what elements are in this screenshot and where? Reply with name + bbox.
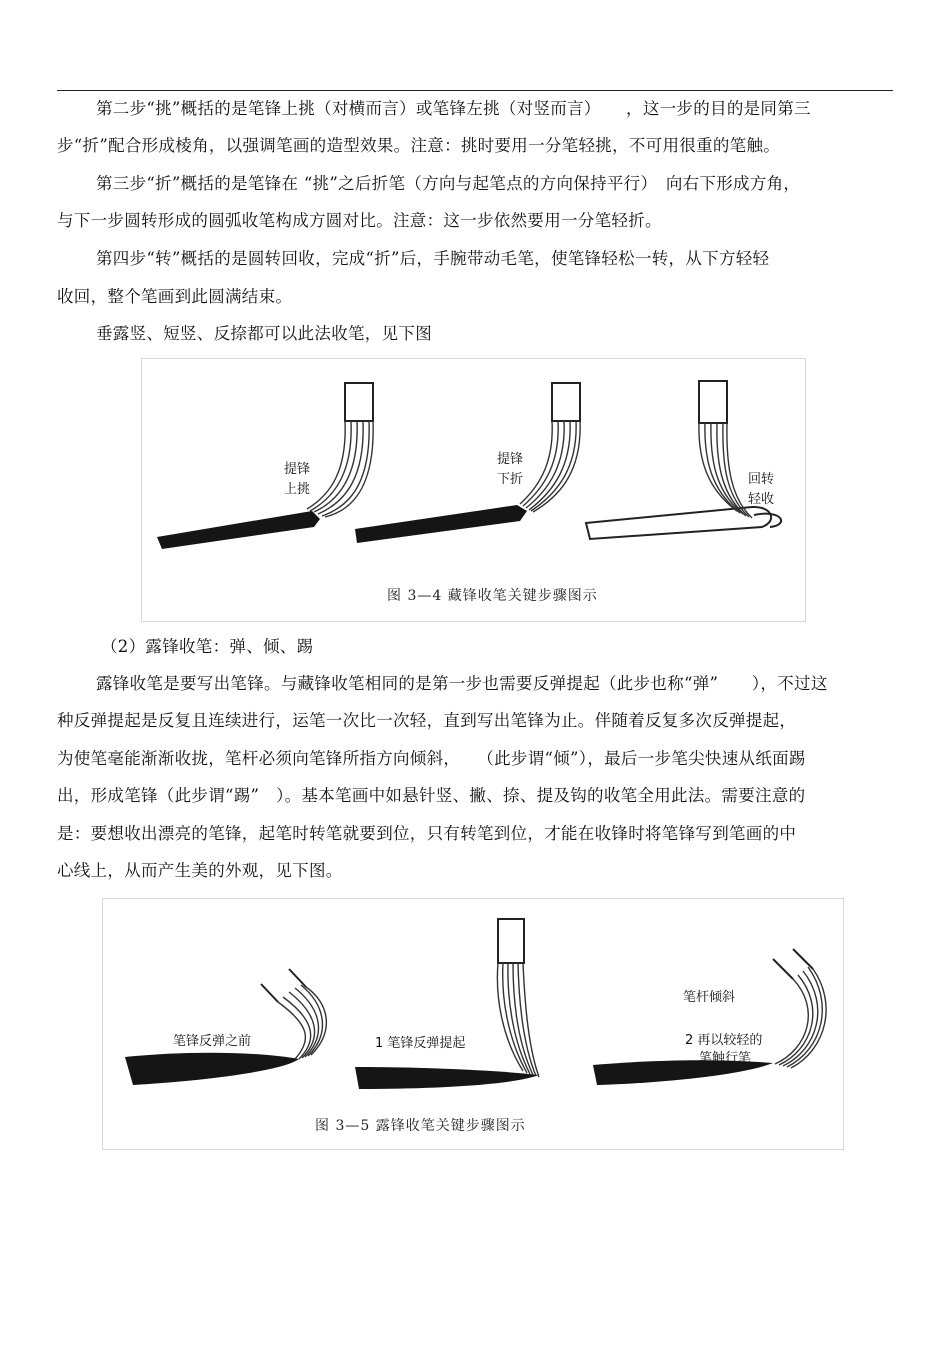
brush-handle-1 <box>345 383 373 421</box>
brush-hairs-3 <box>699 423 752 518</box>
label-shangtiao: 上挑 <box>284 482 311 497</box>
label-stroke-move: 笔触行笔 <box>699 1051 752 1066</box>
paragraph-3-line-1: 第四步“转”概括的是圆转回收，完成“折”后，手腕带动毛笔，使笔锋轻松一转，从下方轻轻 <box>96 249 770 268</box>
paragraph-1-line-2: 步“折”配合形成棱角，以强调笔画的造型效果。注意：挑时要用一分笔轻挑，不可用很重的笔触。 <box>57 136 781 155</box>
label-xiazhe: 下折 <box>497 472 524 487</box>
paragraph-5-line-5: 是：要想收出漂亮的笔锋，起笔时转笔就要到位，只有转笔到位，才能在收锋时将笔锋写到笔画的中 <box>57 824 797 843</box>
paragraph-1-line-1: 第二步“挑”概括的是笔锋上挑（对横而言）或笔锋左挑（对竖而言） ，这一步的目的是同第三 <box>96 99 811 118</box>
paragraph-5-line-2: 种反弹提起是反复且连续进行，运笔一次比一次轻，直到写出笔锋为止。伴随着反复多次反弹提起， <box>57 711 797 730</box>
brush-hairs-2 <box>497 963 539 1077</box>
label-lighter-touch: 2 再以较轻的 <box>685 1033 763 1048</box>
paragraph-5-line-1: 露锋收笔是要写出笔锋。与藏锋收笔相同的是第一步也需要反弹提起（此步也称“弹” ），不过这 <box>96 674 828 693</box>
label-qingshou: 轻收 <box>748 492 775 507</box>
brush-hairs-1 <box>278 985 326 1059</box>
ink-stroke-2 <box>355 505 527 543</box>
paragraph-3-line-2: 收回，整个笔画到此圆满结束。 <box>57 287 293 306</box>
figure-3-4-caption: 图 3—4 藏锋收笔关键步骤图示 <box>387 588 598 604</box>
figure-3-4 <box>141 358 806 622</box>
figure-3-5-illustration <box>103 899 843 1149</box>
brush-handle-2 <box>552 383 580 421</box>
brush-handle-3 <box>773 949 813 979</box>
brush-hairs-3 <box>775 967 826 1068</box>
label-tifeng-2: 提锋 <box>497 452 524 467</box>
paragraph-2-line-1: 第三步“折”概括的是笔锋在 “挑”之后折笔（方向与起笔点的方向保持平行） 向右下形成方角， <box>96 174 801 193</box>
figure-3-5-caption: 图 3—5 露锋收笔关键步骤图示 <box>315 1118 526 1134</box>
ink-stroke-1 <box>157 511 320 549</box>
brush-handle-3 <box>699 381 727 423</box>
paragraph-5-line-6: 心线上，从而产生美的外观，见下图。 <box>57 861 343 880</box>
brush-hairs-2 <box>520 421 580 512</box>
figure-3-5 <box>102 898 844 1150</box>
ink-stroke-2 <box>355 1067 539 1089</box>
label-tifeng-1: 提锋 <box>284 462 311 477</box>
section-heading: （2）露锋收笔：弹、倾、踢 <box>101 637 314 656</box>
label-before-rebound: 笔锋反弹之前 <box>173 1034 252 1049</box>
label-rebound-lift: 1 笔锋反弹提起 <box>375 1036 466 1051</box>
paragraph-5-line-4: 出，形成笔锋（此步谓“踢” ）。基本笔画中如悬针竖、撇、捺、提及钩的收笔全用此法。需要注意的 <box>57 786 806 805</box>
header-rule <box>57 90 893 91</box>
paragraph-5-line-3: 为使笔毫能渐渐收拢，笔杆必须向笔锋所指方向倾斜， （此步谓“倾”），最后一步笔尖快速从纸面踢 <box>57 749 806 768</box>
figure-3-4-illustration <box>142 359 805 621</box>
paragraph-4: 垂露竖、短竖、反捺都可以此法收笔，见下图 <box>96 324 432 343</box>
ink-stroke-1 <box>125 1053 299 1085</box>
label-huizhuan: 回转 <box>748 472 775 487</box>
paragraph-2-line-2: 与下一步圆转形成的圆弧收笔构成方圆对比。注意：这一步依然要用一分笔轻折。 <box>57 211 662 230</box>
label-handle-tilt: 笔杆倾斜 <box>683 990 736 1005</box>
brush-handle-2 <box>498 919 524 963</box>
brush-hairs-1 <box>307 421 373 517</box>
